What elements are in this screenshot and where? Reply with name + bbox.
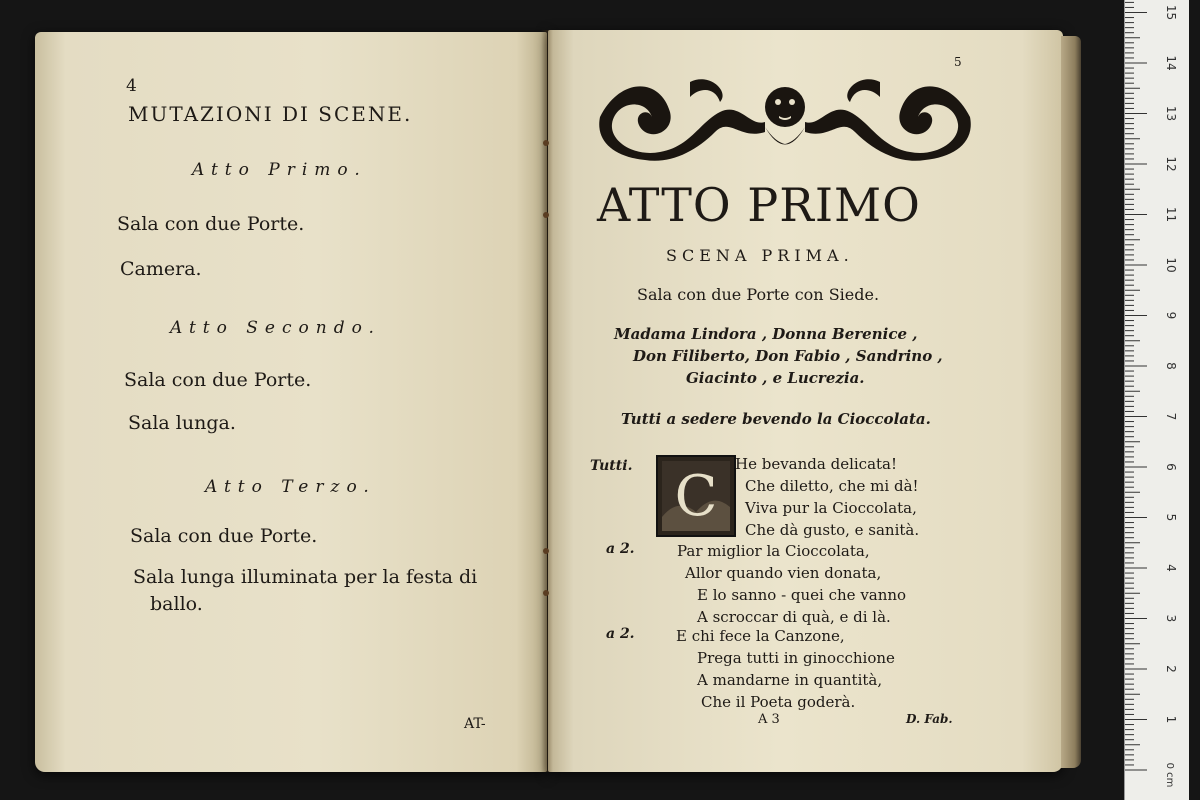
measurement-ruler (1124, 0, 1189, 800)
act-title: ATTO PRIMO (597, 178, 921, 232)
verse-line: Che dà gusto, e sanità. (745, 521, 920, 539)
page-number: 4 (126, 76, 137, 96)
verse-line: A scroccar di quà, e di là. (697, 608, 891, 626)
cast-line: Giacinto , e Lucrezia. (686, 369, 865, 387)
catchword: AT- (464, 716, 486, 732)
scene-line: Sala con due Porte. (124, 369, 312, 391)
ornament-headpiece (590, 72, 980, 162)
stage-direction: Tutti a sedere bevendo la Cioccolata. (621, 410, 931, 428)
verse-line: A mandarne in quantità, (697, 671, 883, 689)
scene-line: Camera. (120, 258, 202, 280)
drop-cap-letter: C (674, 464, 718, 529)
scene-line: Sala lunga illuminata per la festa di (133, 566, 478, 588)
ruler-number: 12 (1164, 156, 1178, 172)
ruler-number: 8 (1164, 362, 1178, 370)
binding-hole (543, 590, 549, 596)
scene-line: Sala con due Porte. (117, 213, 305, 235)
speaker-label: a 2. (606, 541, 635, 557)
binding-hole (543, 548, 549, 554)
verse-line: E chi fece la Canzone, (676, 627, 845, 645)
act-heading: Atto Primo. (192, 160, 367, 180)
page-block-edge (1061, 36, 1081, 768)
verse-line: E lo sanno - quei che vanno (697, 586, 907, 604)
decorated-initial-art (658, 457, 734, 535)
speaker-label: a 2. (606, 626, 635, 642)
scene-line: Sala con due Porte. (130, 525, 318, 547)
act-heading: Atto Secondo. (170, 318, 381, 338)
verse-line: Allor quando vien donata, (685, 564, 882, 582)
ruler-number: 2 (1164, 665, 1178, 673)
verse-line: Viva pur la Cioccolata, (745, 499, 917, 517)
ruler-number: 10 (1164, 257, 1178, 273)
speaker-label: Tutti. (590, 458, 633, 474)
verse-line: He bevanda delicata! (735, 455, 898, 473)
page-number: 5 (954, 55, 962, 69)
left-page (35, 32, 547, 772)
verse-line: Par miglior la Cioccolata, (677, 542, 870, 560)
cast-line: Don Filiberto, Don Fabio , Sandrino , (633, 347, 943, 365)
verse-line: Che il Poeta goderà. (701, 693, 856, 711)
ruler-number: 13 (1164, 105, 1178, 122)
ruler-number: 11 (1164, 206, 1178, 223)
binding-hole (543, 212, 549, 218)
scene-line: Sala lunga. (128, 412, 236, 434)
ruler-number: 7 (1164, 412, 1178, 421)
ruler-number: 9 (1164, 311, 1178, 320)
ruler-number: 6 (1164, 463, 1178, 471)
verse-line: Prega tutti in ginocchione (697, 649, 895, 667)
ruler-number: 5 (1164, 513, 1178, 522)
page-title: MUTAZIONI DI SCENE. (128, 102, 413, 126)
ruler-unit-label: 0 cm (1164, 762, 1175, 788)
decorated-initial (656, 455, 736, 537)
signature-mark: A 3 (758, 712, 780, 727)
cast-line: Madama Lindora , Donna Berenice , (614, 325, 918, 343)
act-heading: Atto Terzo. (205, 477, 376, 497)
catchword: D. Fab. (906, 712, 953, 726)
ruler-number: 4 (1164, 564, 1178, 572)
binding-hole (543, 140, 549, 146)
scene-line: ballo. (150, 593, 203, 615)
scene-title: SCENA PRIMA. (666, 246, 854, 265)
ruler-number: 15 (1164, 4, 1178, 21)
ruler-number: 1 (1164, 715, 1178, 724)
ruler-number: 3 (1164, 614, 1178, 623)
setting-line: Sala con due Porte con Siede. (637, 285, 880, 304)
ruler-number: 14 (1164, 55, 1178, 71)
verse-line: Che diletto, che mi dà! (745, 477, 919, 495)
